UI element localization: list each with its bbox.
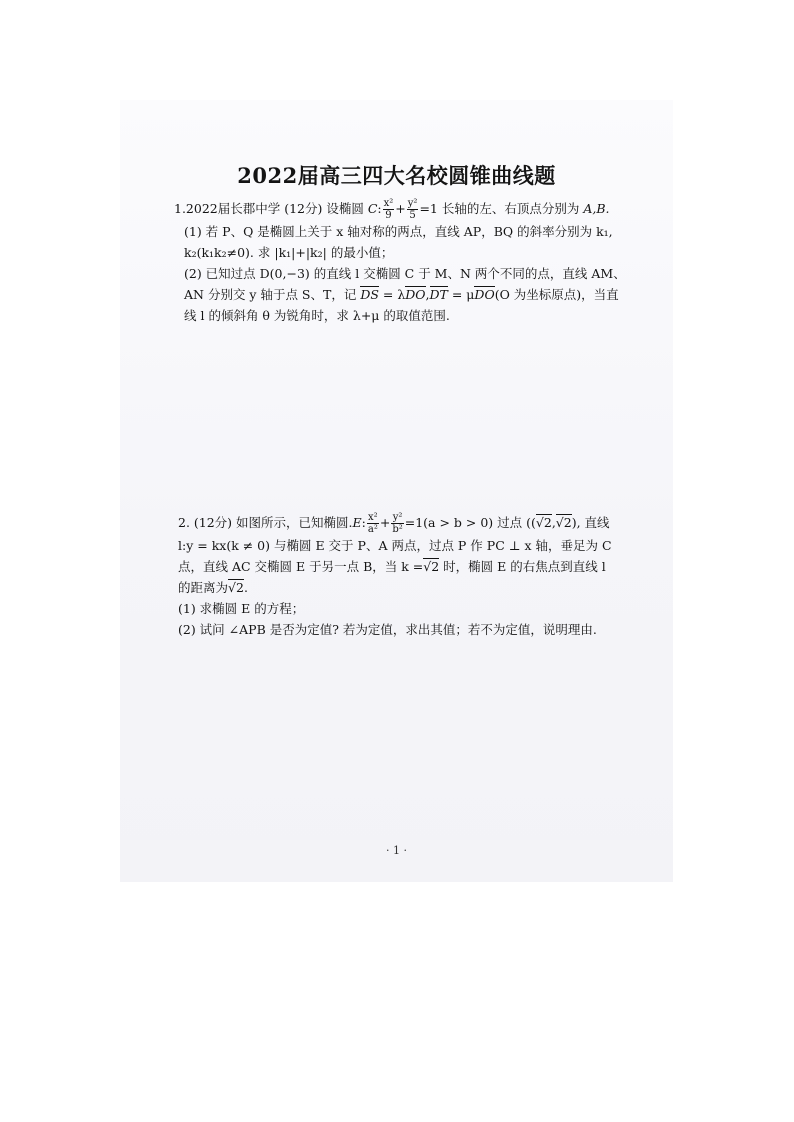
problem-1-stem: 1.2022届长郡中学 (12分) 设椭圆 C: $\frac{\text{x²}}{9}$ + $\frac{\text{y²}}{5}$ =1 长轴的左、右顶点分别为 A,B. (174, 198, 610, 221)
vector-DS: DS (360, 287, 379, 302)
question-1-2-line-2: AN 分别交 y 轴于点 S、T，记 DS = λDO,DT = μDO(O 为坐标原点)，当直 (184, 287, 619, 302)
problem-2-stem-line-3: 点，直线 AC 交椭圆 E 于另一点 B，当 k =√2 时，椭圆 E 的右焦点到直线 l (178, 559, 606, 574)
document-title: 2022届高三四大名校圆锥曲线题 (237, 163, 556, 188)
vector-DT: DT (429, 287, 448, 302)
problem-2 (178, 512, 634, 640)
sqrt-two: √2 (555, 515, 572, 530)
fraction-y2-over-b2: $\frac{\text{y²}}{\text{b²}}$ (392, 512, 403, 535)
sqrt-two: √2 (228, 580, 244, 595)
sqrt-two: √2 (423, 559, 440, 574)
sqrt-two: √2 (535, 515, 552, 530)
question-1-2-line-1: (2) 已知过点 D(0,−3) 的直线 l 交椭圆 C 于 M、N 两个不同的点，直线 AM、 (184, 266, 626, 281)
question-1-1-line-1: (1) 若 P、Q 是椭圆上关于 x 轴对称的两点，直线 AP，BQ 的斜率分别为 k₁, (184, 224, 613, 239)
question-1-1-line-2: k₂(k₁k₂≠0). 求 |k₁|+|k₂| 的最小值； (184, 245, 394, 260)
problem-1-source: 1.2022届长郡中学 (12分) 设椭圆 (174, 201, 364, 216)
ellipse-name: E (352, 515, 362, 530)
vertex-labels: A,B. (583, 201, 610, 216)
ellipse-name: C (367, 201, 378, 216)
vector-DO: DO (474, 287, 495, 302)
question-1-2-line-3: 线 l 的倾斜角 θ 为锐角时，求 λ+μ 的取值范围. (184, 308, 450, 323)
fraction-x2-over-9: $\frac{\text{x²}}{9}$ (383, 198, 394, 221)
question-2-2: (2) 试问 ∠APB 是否为定值? 若为定值，求出其值；若不为定值，说明理由. (178, 622, 597, 637)
fraction-x2-over-a2: $\frac{\text{x²}}{\text{a²}}$ (367, 512, 378, 535)
problem-2-stem-line-1: 2. (12分) 如图所示，已知椭圆.E: $\frac{\text{x²}}{\text{a²}}$ + $\frac{\text{y²}}{\text{b²}}$ =1(a > b > 0) 过点 ((√2,√2), 直线 (178, 512, 610, 535)
problem-1 (174, 198, 634, 326)
problem-2-stem-line-4: 的距离为√2. (178, 580, 248, 595)
problem-2-stem-line-2: l:y = kx(k ≠ 0) 与椭圆 E 交于 P、A 两点，过点 P 作 PC ⊥ x 轴，垂足为 C (178, 538, 612, 553)
question-2-1: (1) 求椭圆 E 的方程； (178, 601, 305, 616)
scanned-page (120, 100, 673, 882)
fraction-y2-over-5: $\frac{\text{y²}}{5}$ (407, 198, 418, 221)
page-number: · 1 · (386, 844, 407, 857)
vector-DO: DO (405, 287, 426, 302)
